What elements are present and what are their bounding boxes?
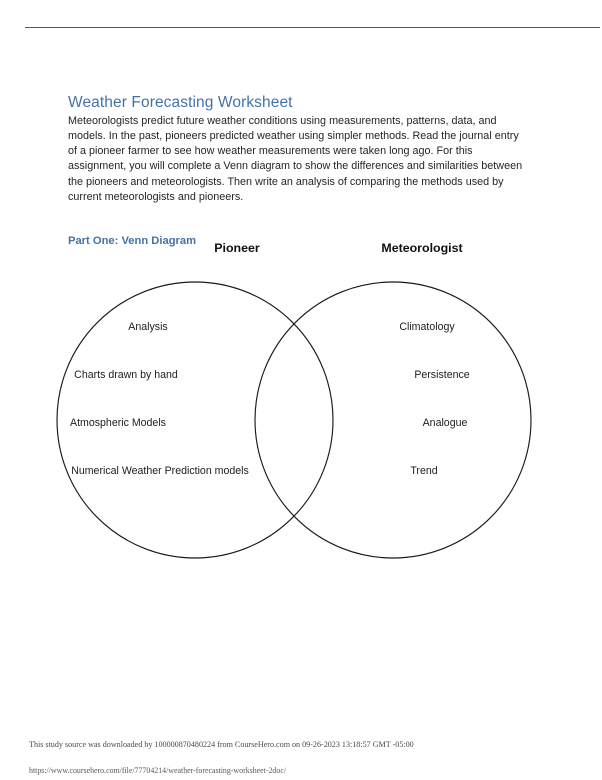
venn-circle-right: [255, 282, 531, 558]
part-one-heading: Part One: Venn Diagram: [68, 235, 197, 248]
venn-right-item: Analogue: [422, 417, 468, 429]
venn-right-label: Meteorologist: [381, 241, 463, 255]
venn-left-label: Pioneer: [214, 241, 260, 255]
venn-left-item: Charts drawn by hand: [74, 369, 178, 381]
venn-left-item: Analysis: [128, 321, 168, 333]
venn-left-item: Atmospheric Models: [70, 417, 166, 429]
footer-download-source: This study source was downloaded by 100000870480224 from CourseHero.com on 09-26-2023 13:18:57 GMT -05:00: [29, 740, 414, 749]
page-title: Weather Forecasting Worksheet: [68, 94, 293, 112]
venn-left-item: Numerical Weather Prediction models: [71, 465, 249, 477]
venn-right-item: Persistence: [414, 369, 470, 381]
header-divider: [25, 27, 600, 28]
footer-url: https://www.coursehero.com/file/77704214/weather-forecasting-worksheet-2doc/: [29, 766, 287, 775]
venn-right-item: Trend: [410, 465, 438, 477]
intro-paragraph: Meteorologists predict future weather conditions using measurements, patterns, data, and models. In the past, pioneers predicted weather using simpler methods. Read the journal entry of a pioneer farmer to see how weather measurements were taken long ago. For this assignment, you will complete a Venn diagram to show the differences and similarities between the pioneers and meteorologists. Then write an analysis of comparing the methods used by current meteorologists and pioneers.: [68, 114, 523, 203]
venn-right-item: Climatology: [399, 321, 455, 333]
venn-circle-left: [57, 282, 333, 558]
